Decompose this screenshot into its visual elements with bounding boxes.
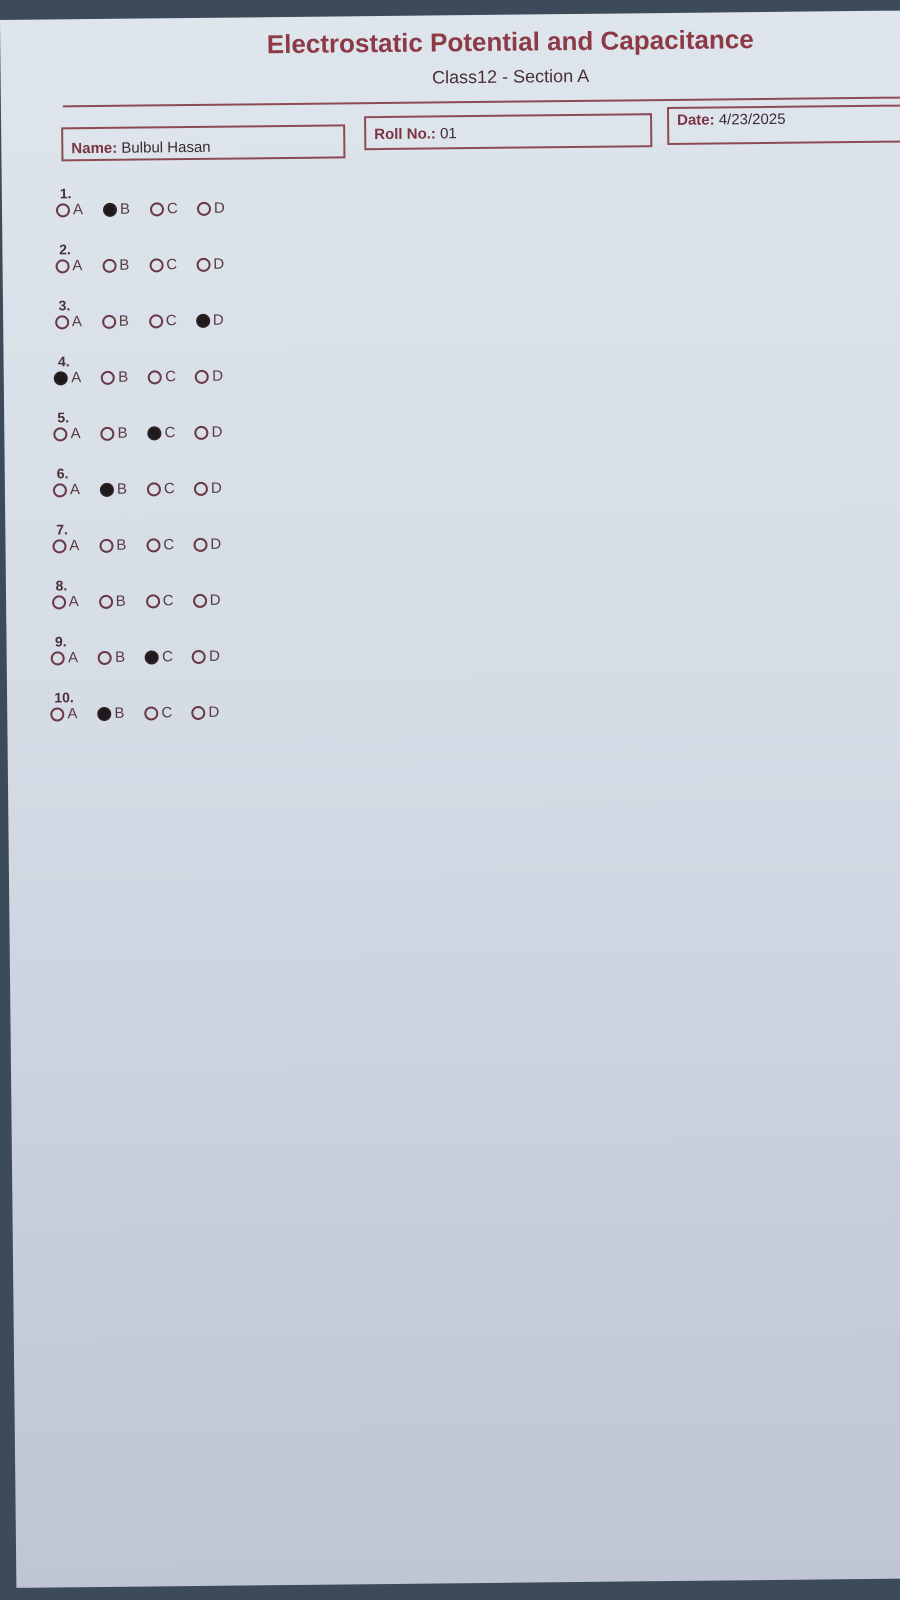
empty-bubble-icon[interactable]	[102, 258, 116, 272]
question-row	[53, 409, 223, 465]
option-d[interactable]	[196, 312, 231, 329]
option-a[interactable]	[52, 537, 87, 554]
roll-value: 01	[439, 125, 457, 143]
question-number: 3.	[58, 297, 71, 314]
option-c[interactable]	[149, 256, 184, 273]
question-number: 1.	[59, 185, 72, 202]
empty-bubble-icon[interactable]	[195, 369, 209, 383]
empty-bubble-icon[interactable]	[53, 483, 67, 497]
option-b[interactable]	[100, 481, 135, 498]
option-label: A	[70, 425, 81, 443]
option-c[interactable]	[149, 312, 184, 329]
option-label: B	[116, 480, 128, 498]
empty-bubble-icon[interactable]	[144, 706, 158, 720]
option-label: B	[118, 312, 129, 330]
option-label: A	[69, 537, 80, 555]
option-a[interactable]	[53, 425, 88, 442]
question-row	[54, 353, 224, 409]
option-a[interactable]	[51, 649, 86, 666]
question-number: 9.	[54, 633, 67, 650]
empty-bubble-icon[interactable]	[56, 203, 70, 217]
empty-bubble-icon[interactable]	[192, 649, 206, 663]
option-a[interactable]	[55, 313, 90, 330]
question-row	[51, 577, 221, 633]
option-group	[54, 368, 230, 387]
filled-bubble-icon[interactable]	[196, 313, 210, 327]
empty-bubble-icon[interactable]	[98, 650, 112, 664]
empty-bubble-icon[interactable]	[191, 705, 205, 719]
option-label: B	[116, 536, 127, 554]
option-label: A	[68, 593, 79, 611]
option-group	[53, 480, 229, 499]
option-c[interactable]	[147, 480, 182, 497]
empty-bubble-icon[interactable]	[102, 314, 116, 328]
option-c[interactable]	[144, 704, 179, 721]
option-b[interactable]	[98, 649, 133, 666]
question-number: 2.	[59, 241, 71, 258]
question-number: 8.	[55, 577, 68, 594]
option-label: C	[163, 480, 175, 498]
option-d[interactable]	[194, 424, 229, 441]
option-c[interactable]	[146, 592, 181, 609]
option-group	[51, 648, 227, 667]
filled-bubble-icon[interactable]	[54, 371, 68, 385]
option-label: D	[212, 311, 224, 329]
option-label: A	[69, 481, 81, 499]
option-label: D	[212, 367, 224, 385]
option-d[interactable]	[193, 536, 228, 553]
option-group	[55, 312, 231, 331]
option-label: C	[163, 536, 175, 554]
question-row	[51, 633, 221, 689]
question-number: 6.	[56, 465, 69, 482]
option-label: B	[114, 704, 125, 722]
option-d[interactable]	[192, 648, 227, 665]
option-b[interactable]	[102, 313, 137, 330]
name-label: Name:	[71, 139, 118, 158]
option-a[interactable]	[55, 257, 90, 274]
option-a[interactable]	[56, 201, 91, 218]
option-group	[50, 704, 226, 723]
empty-bubble-icon[interactable]	[146, 538, 160, 552]
option-c[interactable]	[150, 200, 185, 217]
option-label: C	[165, 312, 177, 330]
option-label: A	[72, 257, 83, 275]
option-a[interactable]	[52, 593, 87, 610]
question-row	[50, 689, 220, 745]
option-label: B	[118, 368, 129, 386]
option-b[interactable]	[103, 201, 138, 218]
option-label: D	[210, 535, 222, 553]
empty-bubble-icon[interactable]	[99, 538, 113, 552]
question-row	[55, 241, 225, 297]
empty-bubble-icon[interactable]	[55, 315, 69, 329]
option-label: B	[115, 592, 126, 610]
sheet-subtitle: Class12 - Section A	[431, 65, 590, 88]
filled-bubble-icon[interactable]	[147, 426, 161, 440]
option-b[interactable]	[100, 425, 135, 442]
option-d[interactable]	[195, 368, 230, 385]
option-group	[52, 536, 228, 555]
option-label: D	[208, 703, 220, 721]
option-c[interactable]	[146, 536, 181, 553]
empty-bubble-icon[interactable]	[196, 257, 210, 271]
empty-bubble-icon[interactable]	[194, 425, 208, 439]
option-label: C	[164, 424, 176, 442]
empty-bubble-icon[interactable]	[149, 258, 163, 272]
empty-bubble-icon[interactable]	[147, 482, 161, 496]
option-label: A	[71, 313, 82, 331]
date-field	[667, 104, 900, 145]
question-row	[55, 297, 224, 353]
option-c[interactable]	[148, 368, 183, 385]
option-d[interactable]	[193, 592, 228, 609]
option-c[interactable]	[145, 648, 180, 665]
option-a[interactable]	[53, 481, 88, 498]
empty-bubble-icon[interactable]	[193, 593, 207, 607]
empty-bubble-icon[interactable]	[53, 427, 67, 441]
question-row	[53, 465, 222, 521]
option-label: C	[166, 200, 178, 218]
option-d[interactable]	[196, 256, 231, 273]
empty-bubble-icon[interactable]	[149, 314, 163, 328]
date-value: 4/23/2025	[718, 110, 786, 129]
option-b[interactable]	[97, 705, 132, 722]
option-label: C	[165, 368, 177, 386]
option-label: B	[114, 648, 126, 666]
option-group	[53, 424, 229, 443]
answer-sheet	[0, 11, 900, 1588]
option-label: C	[166, 256, 178, 274]
empty-bubble-icon[interactable]	[51, 651, 65, 665]
empty-bubble-icon[interactable]	[146, 594, 160, 608]
filled-bubble-icon[interactable]	[100, 482, 114, 496]
option-label: D	[210, 479, 222, 497]
option-label: C	[161, 648, 174, 666]
option-b[interactable]	[99, 537, 134, 554]
empty-bubble-icon[interactable]	[100, 426, 114, 440]
question-number: 4.	[57, 353, 70, 370]
option-group	[55, 256, 231, 275]
option-label: A	[68, 649, 79, 667]
empty-bubble-icon[interactable]	[194, 481, 208, 495]
empty-bubble-icon[interactable]	[52, 539, 66, 553]
question-number: 5.	[57, 409, 70, 426]
roll-field	[364, 113, 652, 150]
option-label: A	[71, 369, 82, 387]
option-d[interactable]	[197, 200, 232, 217]
option-a[interactable]	[50, 705, 85, 722]
option-label: C	[162, 592, 174, 610]
option-d[interactable]	[194, 480, 229, 497]
option-group	[56, 200, 232, 219]
empty-bubble-icon[interactable]	[52, 595, 66, 609]
empty-bubble-icon[interactable]	[148, 370, 162, 384]
option-label: B	[119, 256, 130, 274]
filled-bubble-icon[interactable]	[145, 650, 159, 664]
question-row	[56, 185, 225, 241]
option-b[interactable]	[101, 369, 136, 386]
filled-bubble-icon[interactable]	[97, 706, 111, 720]
question-number: 10.	[54, 689, 74, 706]
question-number: 7.	[56, 521, 68, 538]
empty-bubble-icon[interactable]	[193, 537, 207, 551]
empty-bubble-icon[interactable]	[101, 370, 115, 384]
empty-bubble-icon[interactable]	[150, 202, 164, 216]
name-value: Bulbul Hasan	[121, 138, 211, 157]
empty-bubble-icon[interactable]	[50, 707, 64, 721]
option-label: D	[211, 423, 223, 441]
option-label: D	[213, 255, 225, 273]
option-b[interactable]	[99, 593, 134, 610]
option-group	[52, 592, 228, 611]
option-b[interactable]	[102, 257, 137, 274]
option-label: C	[161, 704, 173, 722]
option-label: B	[119, 200, 131, 218]
date-label: Date:	[676, 111, 715, 129]
option-c[interactable]	[147, 424, 182, 441]
question-row	[52, 521, 222, 577]
option-a[interactable]	[54, 369, 89, 386]
option-label: A	[72, 201, 84, 219]
empty-bubble-icon[interactable]	[55, 259, 69, 273]
question-list	[54, 185, 225, 745]
filled-bubble-icon[interactable]	[103, 202, 117, 216]
option-label: A	[67, 705, 78, 723]
option-label: D	[209, 591, 221, 609]
option-label: B	[117, 424, 128, 442]
empty-bubble-icon[interactable]	[99, 594, 113, 608]
option-label: D	[208, 647, 221, 665]
option-label: D	[213, 199, 225, 217]
empty-bubble-icon[interactable]	[197, 201, 211, 215]
sheet-title: Electrostatic Potential and Capacitance	[266, 24, 754, 60]
roll-label: Roll No.:	[374, 125, 436, 144]
name-field	[61, 124, 345, 161]
option-d[interactable]	[191, 704, 226, 721]
